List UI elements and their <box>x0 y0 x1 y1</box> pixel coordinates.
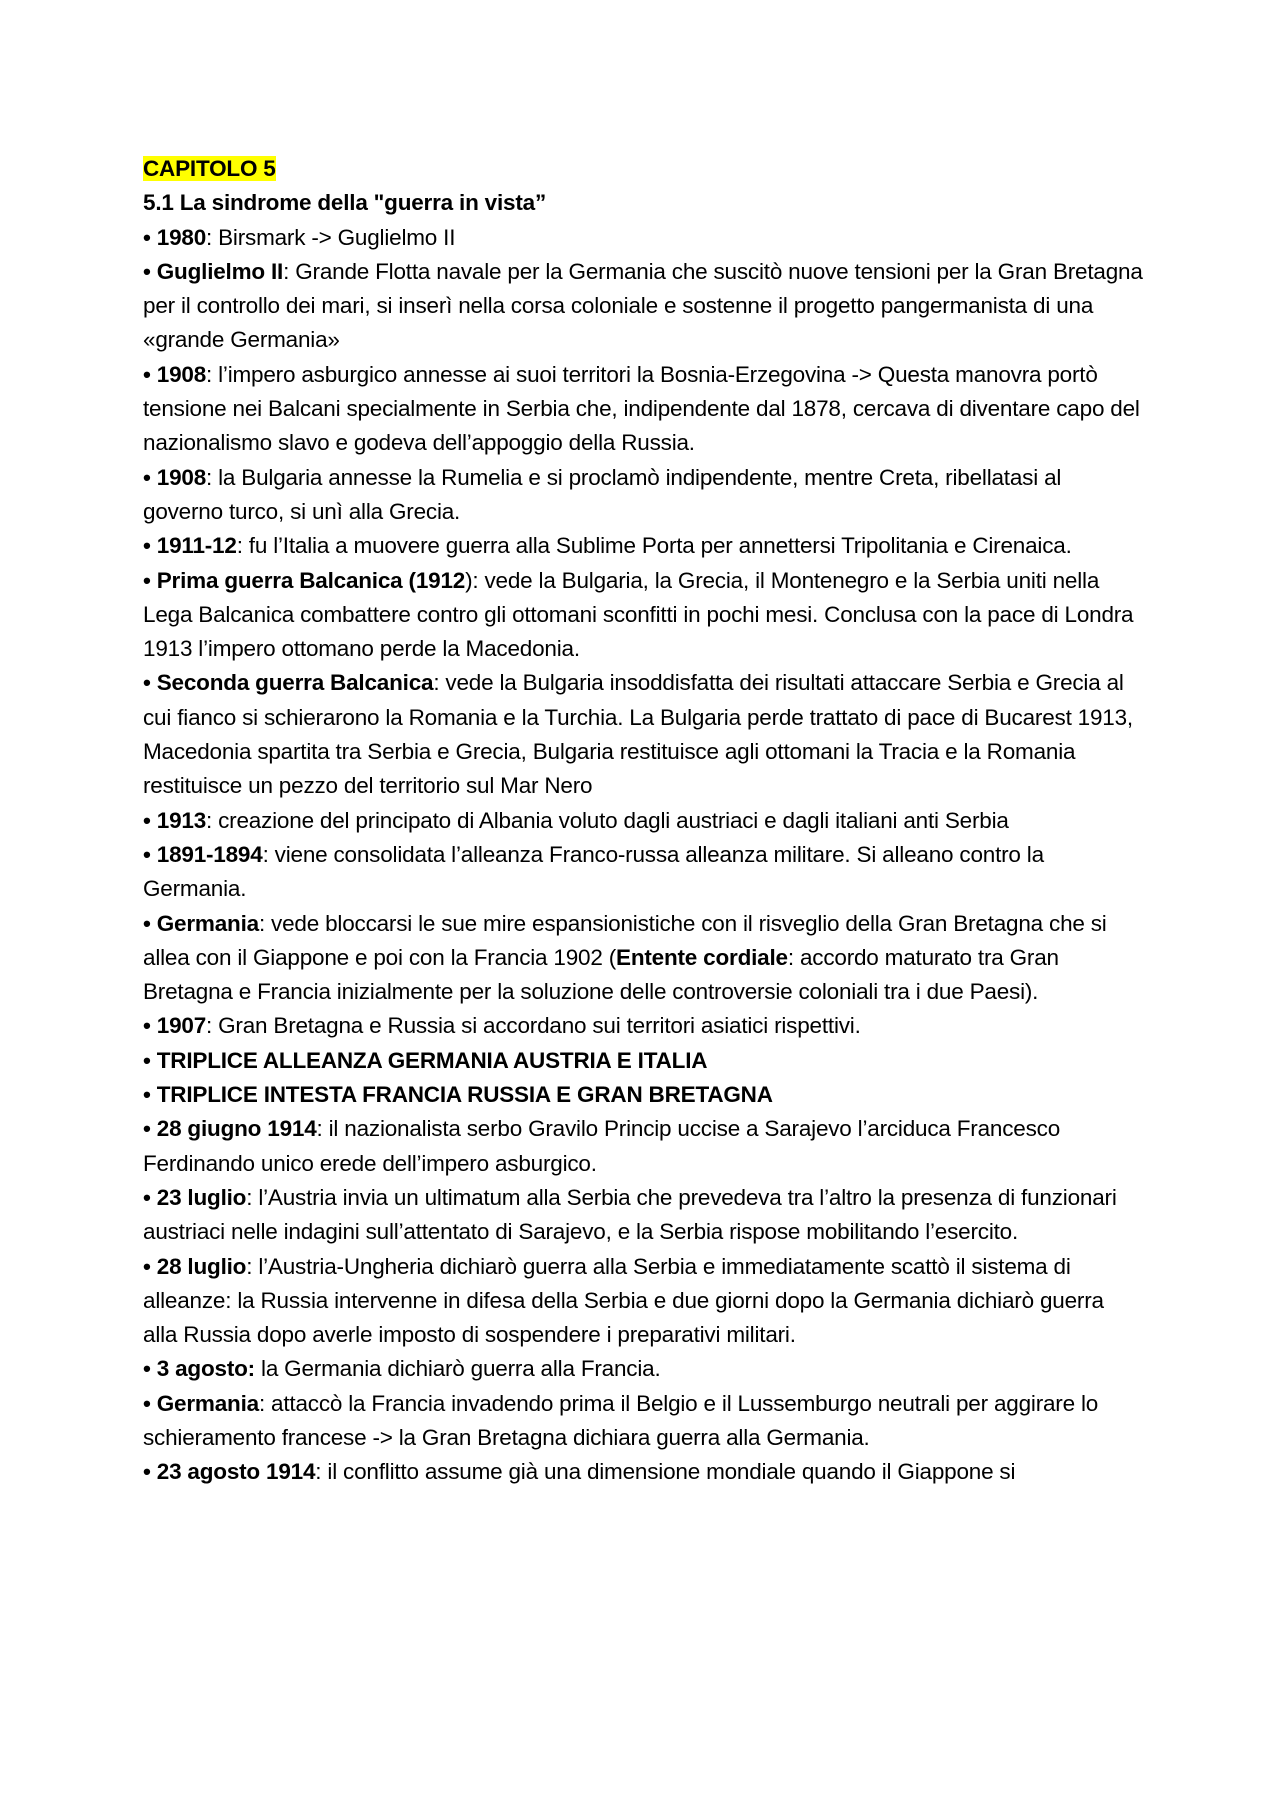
item-text: : creazione del principato di Albania voluto dagli austriaci e dagli italiani anti Serbia <box>206 807 1009 833</box>
item-label: 3 agosto: <box>156 1356 255 1382</box>
document-body <box>143 152 1143 1490</box>
list-item <box>143 1078 1143 1112</box>
item-label: 1907 <box>156 1013 207 1039</box>
item-label: 1908 <box>156 361 207 387</box>
item-sublabel: Entente cordiale <box>616 944 788 970</box>
bullet-icon: • <box>143 1047 151 1073</box>
item-text: : Gran Bretagna e Russia si accordano sui territori asiatici rispettivi. <box>206 1013 861 1039</box>
bullet-icon: • <box>143 1459 151 1485</box>
item-label: 23 agosto 1914 <box>156 1459 316 1485</box>
bullet-icon: • <box>143 1082 151 1108</box>
list-item <box>143 838 1143 907</box>
bullet-icon: • <box>143 224 151 250</box>
item-label: TRIPLICE ALLEANZA GERMANIA AUSTRIA E ITALIA <box>156 1047 708 1073</box>
item-text: : vede la Bulgaria insoddisfatta dei risultati attaccare Serbia e Grecia al cui fianco si schierarono la Romania e la Turchia. La Bulgaria perde trattato di pace di Bucarest 1913, Macedonia spartita tra Serbia e Grecia, Bulgaria restituisce agli ottomani la Tracia e la Romania restituisce un pezzo del territorio sul Mar Nero <box>143 670 1133 799</box>
item-text: la Germania dichiarò guerra alla Francia. <box>254 1356 661 1382</box>
bullet-icon: • <box>143 464 151 490</box>
bullet-icon: • <box>143 1390 151 1416</box>
item-subtext: : accordo maturato tra Gran Bretagna e Francia inizialmente per la soluzione delle controversie coloniali tra i due Paesi). <box>143 944 1059 1005</box>
list-item <box>143 1455 1143 1489</box>
list-item <box>143 1181 1143 1250</box>
bullet-icon: • <box>143 258 151 284</box>
item-label: TRIPLICE INTESTA FRANCIA RUSSIA E GRAN BRETAGNA <box>156 1082 773 1108</box>
bullet-icon: • <box>143 1013 151 1039</box>
list-item <box>143 907 1143 1010</box>
section-title: 5.1 La sindrome della "guerra in vista” <box>143 190 547 216</box>
item-text: : viene consolidata l’alleanza Franco-russa alleanza militare. Si alleano contro la Germania. <box>143 841 1044 902</box>
item-label: 1913 <box>156 807 207 833</box>
list-item <box>143 1044 1143 1078</box>
list-item <box>143 1009 1143 1043</box>
item-label: 28 giugno 1914 <box>156 1116 317 1142</box>
item-text: : vede bloccarsi le sue mire espansionistiche con il risveglio della Gran Bretagna che si allea con il Giappone e poi con la Francia 1902 ( <box>143 910 1107 970</box>
list-item <box>143 358 1143 461</box>
bullet-icon: • <box>143 670 151 696</box>
item-label: 1911-12 <box>156 533 237 559</box>
item-label: 1908 <box>156 464 207 490</box>
list-item <box>143 221 1143 255</box>
chapter-heading-line <box>143 152 1143 186</box>
item-text: : l’impero asburgico annesse ai suoi territori la Bosnia-Erzegovina -> Questa manovra portò tensione nei Balcani specialmente in Serbia che, indipendente dal 1878, cercava di diventare capo del nazionalismo slavo e godeva dell’appoggio della Russia. <box>143 361 1140 456</box>
item-label: Seconda guerra Balcanica <box>156 670 434 696</box>
bullet-icon: • <box>143 567 151 593</box>
bullet-icon: • <box>143 1356 151 1382</box>
list-item <box>143 666 1143 803</box>
bullet-icon: • <box>143 361 151 387</box>
bullet-icon: • <box>143 1253 151 1279</box>
item-text: : l’Austria-Ungheria dichiarò guerra alla Serbia e immediatamente scattò il sistema di alleanze: la Russia intervenne in difesa della Serbia e due giorni dopo la Germania dichiarò guerra alla Russia dopo averle imposto di sospendere i preparativi militari. <box>143 1253 1104 1348</box>
item-label: 28 luglio <box>156 1253 247 1279</box>
item-label: Guglielmo II <box>156 258 284 284</box>
bullet-icon: • <box>143 841 151 867</box>
item-text: : fu l’Italia a muovere guerra alla Sublime Porta per annettersi Tripolitania e Cirenaica. <box>236 533 1072 559</box>
list-item <box>143 1250 1143 1353</box>
bullet-icon: • <box>143 910 151 936</box>
item-label: Prima guerra Balcanica (1912 <box>156 567 466 593</box>
item-label: 1980 <box>156 224 207 250</box>
list-item <box>143 1112 1143 1181</box>
list-item <box>143 804 1143 838</box>
list-item <box>143 461 1143 530</box>
item-label: 1891-1894 <box>156 841 263 867</box>
list-item <box>143 255 1143 358</box>
item-text: : il nazionalista serbo Gravilo Princip uccise a Sarajevo l’arciduca Francesco Ferdinando unico erede dell’impero asburgico. <box>143 1116 1061 1176</box>
item-text: : il conflitto assume già una dimensione mondiale quando il Giappone si <box>315 1459 1016 1485</box>
item-text: : la Bulgaria annesse la Rumelia e si proclamò indipendente, mentre Creta, ribellatasi al governo turco, si unì alla Grecia. <box>143 464 1062 524</box>
item-text: : l’Austria invia un ultimatum alla Serbia che prevedeva tra l’altro la presenza di funzionari austriaci nelle indagini sull’attentato di Sarajevo, e la Serbia rispose mobilitando l’esercito. <box>143 1184 1117 1245</box>
item-text: : Birsmark -> Guglielmo II <box>206 224 456 250</box>
bullet-icon: • <box>143 1184 151 1210</box>
item-label: Germania <box>156 1390 259 1416</box>
bullet-icon: • <box>143 807 151 833</box>
list-item <box>143 529 1143 563</box>
item-label: 23 luglio <box>156 1184 247 1210</box>
list-item <box>143 1352 1143 1386</box>
bullet-icon: • <box>143 533 151 559</box>
list-item <box>143 564 1143 667</box>
item-label: Germania <box>156 910 259 936</box>
item-text: : attaccò la Francia invadendo prima il Belgio e il Lussemburgo neutrali per aggirare lo schieramento francese -> la Gran Bretagna dichiara guerra alla Germania. <box>143 1390 1099 1450</box>
chapter-heading: CAPITOLO 5 <box>143 156 276 181</box>
bullet-icon: • <box>143 1116 151 1142</box>
list-item <box>143 1387 1143 1456</box>
item-text: ): vede la Bulgaria, la Grecia, il Montenegro e la Serbia uniti nella Lega Balcanica combattere contro gli ottomani sconfitti in pochi mesi. Conclusa con la pace di Londra 1913 l’impero ottomano perde la Macedonia. <box>143 567 1134 662</box>
item-text: : Grande Flotta navale per la Germania che suscitò nuove tensioni per la Gran Bretagna per il controllo dei mari, si inserì nella corsa coloniale e sostenne il progetto pangermanista di una «grande Germania» <box>143 258 1143 353</box>
